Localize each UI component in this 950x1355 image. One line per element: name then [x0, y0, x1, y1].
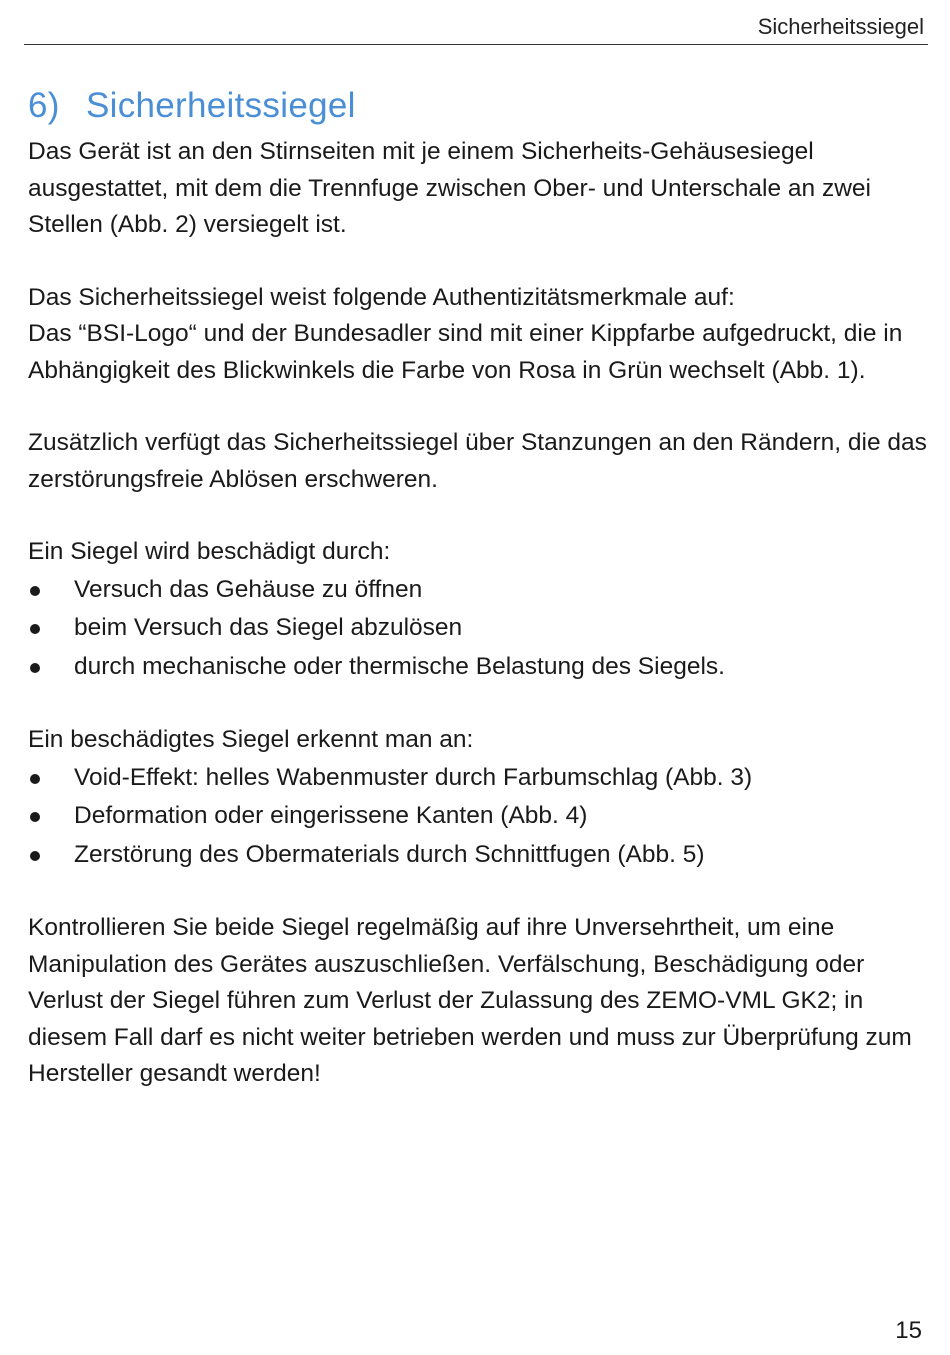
list-item: durch mechanische oder thermische Belastung des Siegels. [28, 648, 928, 687]
intro-paragraph: Das Gerät ist an den Stirnseiten mit je einem Sicherheits-Gehäusesiegel ausgestattet, mit dem die Trennfuge zwischen Ober- und Unterschale an zwei Stellen (Abb. 2) versiegelt ist. [28, 138, 871, 238]
section-title-text: Sicherheitssiegel [86, 86, 356, 125]
punching-paragraph: Zusätzlich verfügt das Sicherheitssiegel über Stanzungen an den Rändern, die das zerstörungsfreie Ablösen erschweren. [28, 429, 927, 493]
list-item: Void-Effekt: helles Wabenmuster durch Farbumschlag (Abb. 3) [28, 759, 928, 798]
page-content [28, 86, 928, 1093]
running-header: Sicherheitssiegel [757, 14, 924, 39]
header-divider [24, 44, 928, 45]
page-number: 15 [895, 1317, 922, 1344]
list-item: Versuch das Gehäuse zu öffnen [28, 571, 928, 610]
list-item: Zerstörung des Obermaterials durch Schnittfugen (Abb. 5) [28, 836, 928, 875]
list-item: Deformation oder eingerissene Kanten (Abb. 4) [28, 797, 928, 836]
damage-intro: Ein Siegel wird beschädigt durch: [28, 538, 391, 565]
features-paragraph-line1: Das Sicherheitssiegel weist folgende Authentizitätsmerkmale auf: [28, 283, 735, 311]
closing-paragraph: Kontrollieren Sie beide Siegel regelmäßig auf ihre Unversehrtheit, um eine Manipulation des Gerätes auszuschließen. Verfälschung, Beschädigung oder Verlust der Siegel führen zum Verlust der Zulassung des ZEMO-VML GK2; in diesem Fall darf es nicht weiter betrieben werden und muss zur Überprüfung zum Hersteller gesandt werden! [28, 914, 912, 1087]
section-number: 6) [28, 86, 60, 125]
features-paragraph-line2: Das “BSI-Logo“ und der Bundesadler sind mit einer Kippfarbe aufgedruckt, die in Abhängigkeit des Blickwinkels die Farbe von Rosa in Grün wechselt (Abb. 1). [28, 320, 903, 384]
section-title [28, 86, 928, 126]
recognize-list [28, 759, 928, 875]
recognize-intro: Ein beschädigtes Siegel erkennt man an: [28, 726, 474, 753]
list-item: beim Versuch das Siegel abzulösen [28, 609, 928, 648]
damage-list [28, 571, 928, 687]
